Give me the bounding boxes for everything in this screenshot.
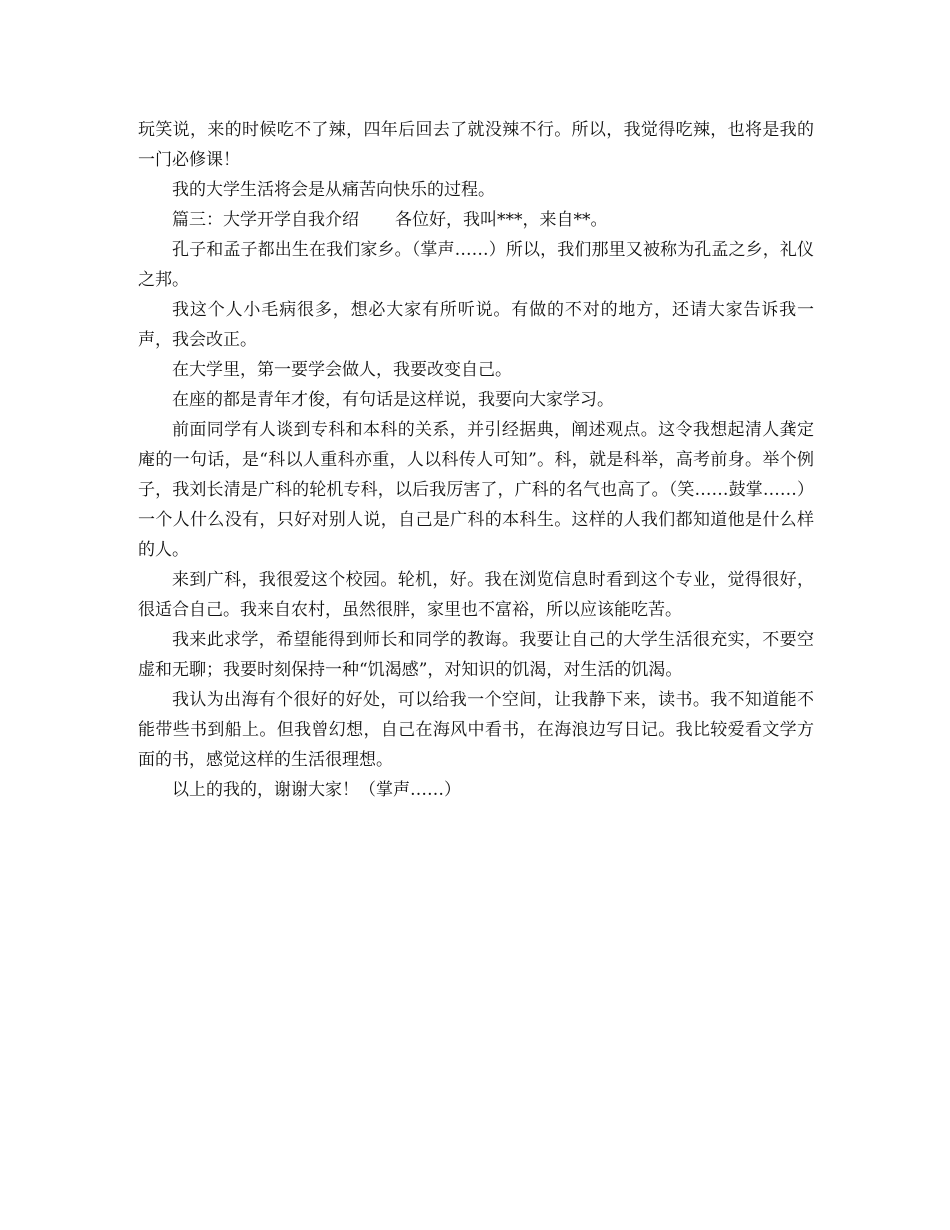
- paragraph: 我的大学生活将会是从痛苦向快乐的过程。: [172, 180, 495, 200]
- paragraph: 我认为出海有个很好的好处，可以给我一个空间，让我静下来，读书。我不知道能不能带些书到船上。但我曾幻想，自己在海风中看书，在海浪边写日记。我比较爱看文学方面的书，感觉这样的生活很理想。: [138, 690, 814, 770]
- paragraph: 孔子和孟子都出生在我们家乡。（掌声……）所以，我们那里又被称为孔孟之乡，礼仪之邦。: [138, 240, 814, 290]
- paragraph: 在座的都是青年才俊，有句话是这样说，我要向大家学习。: [172, 390, 614, 410]
- paragraph: 来到广科，我很爱这个校园。轮机，好。我在浏览信息时看到这个专业，觉得很好，很适合自己。我来自农村，虽然很胖，家里也不富裕，所以应该能吃苦。: [138, 570, 814, 620]
- document-body: [138, 115, 814, 805]
- paragraph: 在大学里，第一要学会做人，我要改变自己。: [172, 360, 512, 380]
- paragraph: 我来此求学，希望能得到师长和同学的教诲。我要让自己的大学生活很充实，不要空虚和无聊；我要时刻保持一种“饥渴感”，对知识的饥渴，对生活的饥渴。: [138, 630, 814, 680]
- paragraph: 我这个人小毛病很多，想必大家有所听说。有做的不对的地方，还请大家告诉我一声，我会改正。: [138, 300, 814, 350]
- paragraph: 前面同学有人谈到专科和本科的关系，并引经据典，阐述观点。这令我想起清人龚定庵的一句话，是“科以人重科亦重，人以科传人可知”。科，就是科举，高考前身。举个例子，我刘长清是广科的轮机专科，以后我厉害了，广科的名气也高了。（笑……鼓掌……）一个人什么没有，只好对别人说，自己是广科的本科生。这样的人我们都知道他是什么样的人。: [138, 420, 814, 560]
- paragraph-continued: 玩笑说，来的时候吃不了辣，四年后回去了就没辣不行。所以，我觉得吃辣，也将是我的一门必修课！: [138, 120, 814, 170]
- section-title: 篇三：大学开学自我介绍: [172, 210, 359, 230]
- paragraph: 以上的我的，谢谢大家！（掌声……）: [172, 780, 461, 800]
- section-heading-line: [138, 205, 814, 235]
- greeting-text: 各位好，我叫***，来自**。: [395, 210, 608, 230]
